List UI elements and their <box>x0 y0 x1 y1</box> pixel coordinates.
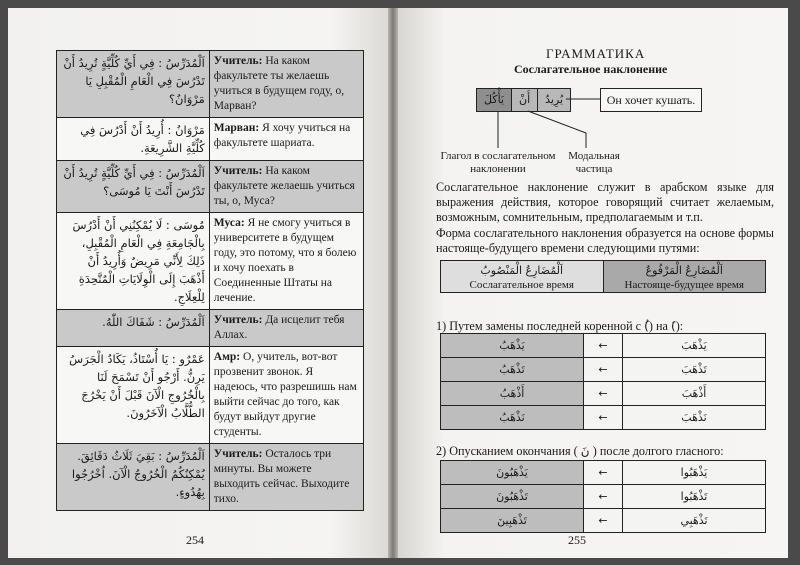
subjunctive-form: نَذْهَبَ <box>623 406 766 430</box>
speaker-name: Учитель: <box>213 165 263 177</box>
conjugation-row <box>441 485 766 509</box>
speaker-name: Амр: <box>213 351 241 363</box>
dialogue-row <box>57 347 364 444</box>
dialogue-arabic: اَلْمُدَرِّسُ : فِي أَيِّ كُلِّيَّةٍ تُرِيدُ أَنْ تَدْرُسَ فِي الْعَامِ الْمُقْبِلِ يَا مَرْوَانُ؟ <box>57 51 210 118</box>
dialogue-russian <box>209 161 363 213</box>
indicative-form: نَذْهَبُ <box>441 406 584 430</box>
subjunctive-form: تَذْهَبُوا <box>623 485 766 509</box>
dialogue-row <box>57 118 364 161</box>
page-number-left: 254 <box>186 533 204 547</box>
indicative-form: يَذْهَبُونَ <box>441 461 584 485</box>
conjugation-row <box>441 382 766 406</box>
indicative-form: تَذْهَبُ <box>441 358 584 382</box>
subjunctive-form: يَذْهَبُوا <box>623 461 766 485</box>
speaker-name: Муса: <box>213 217 245 229</box>
dialogue-russian <box>209 213 363 310</box>
subjunctive-cell <box>441 261 604 293</box>
example-particle: أَنْ <box>511 89 537 111</box>
transform-arrow: ← <box>584 358 623 382</box>
dialogue-row <box>57 161 364 213</box>
dialogue-row <box>57 310 364 347</box>
modal-pointer-line <box>528 111 586 133</box>
book-spine <box>388 8 398 558</box>
dialogue-table <box>56 50 364 511</box>
subjunctive-arabic: اَلْمُضَارِعُ الْمَنْصُوبُ <box>480 264 564 277</box>
speaker-line: На каком факультете желаешь учиться ты, о, Муса? <box>213 165 355 207</box>
subjunctive-form: أَذْهَبَ <box>623 382 766 406</box>
speaker-name: Учитель: <box>213 314 263 326</box>
example-verb: يَأْكُلَ <box>477 89 511 111</box>
dialogue-row <box>57 444 364 511</box>
rule-1-table <box>440 333 766 430</box>
grammar-paragraph <box>436 180 774 256</box>
subjunctive-form: يَذْهَبَ <box>623 334 766 358</box>
speaker-line: Я хочу учиться на факультете шариата. <box>213 122 351 149</box>
forms-table <box>440 260 766 293</box>
paragraph-line-1: Сослагательное наклонение служит в арабском языке для выражения действия, которое говорящий считает желаемым, возможным, сомнительным, предполагаемым и т.п. <box>436 180 774 225</box>
dialogue-arabic: اَلْمُدَرِّسُ : فِي أَيِّ كُلِّيَّةٍ تُرِيدُ أَنْ تَدْرُسَ أَنْتَ يَا مُوسَى؟ <box>57 161 210 213</box>
indicative-cell <box>603 261 766 293</box>
label-verb: Глагол в сослагательном наклонении <box>440 150 556 175</box>
rule-2-table <box>440 460 766 533</box>
dialogue-russian <box>209 347 363 444</box>
speaker-line: Я не смогу учиться в университете в будущем году, это потому, что я болею и хочу поехать в Соединенные Штаты на лечение. <box>213 217 357 304</box>
indicative-russian: Настояще-будущее время <box>624 279 744 291</box>
paragraph-line-2: Форма сослагательного наклонения образуется на основе формы настояще-будущего времени следующими путями: <box>436 225 774 255</box>
left-page <box>8 8 388 558</box>
conjugation-row <box>441 358 766 382</box>
dialogue-russian <box>209 118 363 161</box>
speaker-line: На каком факультете ты желаешь учиться в будущем году, о, Марван? <box>213 55 345 112</box>
rule-1-heading: 1) Путем замены последней коренной с (ُ) на (َ): <box>436 319 684 333</box>
dialogue-russian <box>209 51 363 118</box>
conjugation-row <box>441 509 766 533</box>
conjugation-row <box>441 406 766 430</box>
label-modal: Модальная частица <box>568 150 620 175</box>
transform-arrow: ← <box>584 485 623 509</box>
transform-arrow: ← <box>584 461 623 485</box>
dialogue-russian <box>209 444 363 511</box>
transform-arrow: ← <box>584 334 623 358</box>
transform-arrow: ← <box>584 406 623 430</box>
dialogue-arabic: مُوسَى : لَا يُمْكِنُنِي أَنْ أَدْرُسَ بِالْجَامِعَةِ فِي الْعَامِ الْمُقْبِلِ، ذَلِكَ لِأَنِّي مَرِيضٌ وَأُرِيدُ أَنْ أَذْهَبَ إِلَى الْوِلَايَاتِ الْمُتَّحِدَةِ لِلْعِلَاجِ. <box>57 213 210 310</box>
dialogue-arabic: اَلْمُدَرِّسُ : شَفَاكَ اللّٰهُ. <box>57 310 210 347</box>
grammar-subtitle: Сослагательное наклонение <box>514 62 668 76</box>
example-translation: Он хочет кушать. <box>600 88 702 112</box>
subjunctive-form: تَذْهَبَ <box>623 358 766 382</box>
subjunctive-form: تَذْهَبِي <box>623 509 766 533</box>
speaker-line: О, учитель, вот-вот прозвенит звонок. Я надеюсь, что разрешишь нам выйти сейчас до того, как будут выйдут другие студенты. <box>213 351 357 438</box>
indicative-form: تَذْهَبِينَ <box>441 509 584 533</box>
example-modal-verb: يُرِيدُ <box>537 89 570 111</box>
dialogue-arabic: مَرْوَانُ : أُرِيدُ أَنْ أَدْرُسَ فِي كُلِّيَّةِ الشَّرِيعَةِ. <box>57 118 210 161</box>
page-number-right: 255 <box>568 533 586 547</box>
right-page <box>398 8 788 558</box>
subjunctive-russian: Сослагательное время <box>469 279 574 291</box>
grammar-title: ГРАММАТИКА <box>546 46 646 61</box>
dialogue-arabic: عَمْرٌو : يَا أُسْتَاذُ، يَكَادُ الْجَرَسُ يَرِنُّ. أَرْجُو أَنْ تَسْمَحَ لَنَا بِالْخُرُوجِ الْآنَ قَبْلَ أَنْ يَخْرُجَ الطُّلَّابُ الْآخَرُونَ. <box>57 347 210 444</box>
dialogue-russian <box>209 310 363 347</box>
conjugation-row <box>441 461 766 485</box>
speaker-name: Марван: <box>213 122 260 134</box>
dialogue-row <box>57 213 364 310</box>
speaker-name: Учитель: <box>213 448 263 460</box>
indicative-form: تَذْهَبُونَ <box>441 485 584 509</box>
indicative-form: يَذْهَبُ <box>441 334 584 358</box>
indicative-form: أَذْهَبُ <box>441 382 584 406</box>
indicative-arabic: اَلْمُضَارِعُ الْمَرْفُوعُ <box>645 264 723 277</box>
transform-arrow: ← <box>584 509 623 533</box>
rule-2-heading: 2) Опусканием окончания ( نَ ) после долгого гласного: <box>436 444 724 458</box>
speaker-line: Да исцелит тебя Аллах. <box>213 314 345 341</box>
speaker-line: Осталось три минуты. Вы можете выходить сейчас. Выходите тихо. <box>213 448 350 505</box>
speaker-name: Учитель: <box>213 55 263 67</box>
conjugation-row <box>441 334 766 358</box>
dialogue-row <box>57 51 364 118</box>
transform-arrow: ← <box>584 382 623 406</box>
dialogue-arabic: اَلْمُدَرِّسُ : بَقِيَ ثَلَاثُ دَقَائِقَ. يُمْكِنُكُمُ الْخُرُوجُ الْآنَ. اُخْرُجُوا بِهُدُوءٍ. <box>57 444 210 511</box>
